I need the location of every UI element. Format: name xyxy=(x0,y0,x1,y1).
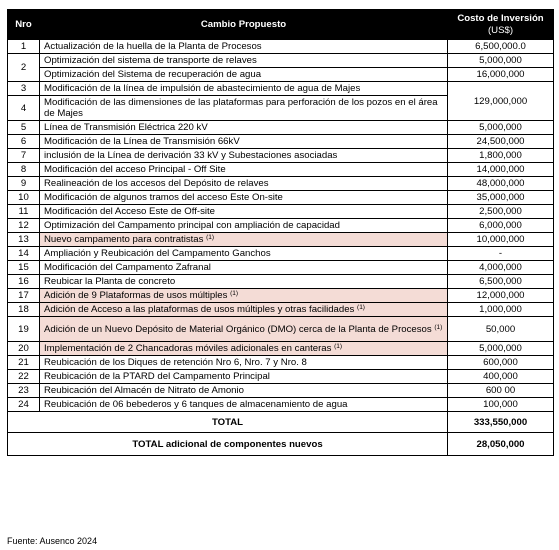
row-description xyxy=(40,121,448,135)
row-number: 4 xyxy=(8,96,40,121)
row-value: 100,000 xyxy=(448,398,554,412)
row-description-text: Optimización del sistema de transporte de relaves xyxy=(44,55,257,66)
row-description-text: Modificación de la Línea de Transmisión 66kV xyxy=(44,136,240,147)
row-value: 5,000,000 xyxy=(448,54,554,68)
row-value: 24,500,000 xyxy=(448,135,554,149)
row-number: 5 xyxy=(8,121,40,135)
row-description-text: Realineación de los accesos del Depósito de relaves xyxy=(44,178,269,189)
row-value: 12,000,000 xyxy=(448,289,554,303)
row-value: 5,000,000 xyxy=(448,121,554,135)
row-description-text: Adición de un Nuevo Depósito de Material Orgánico (DMO) cerca de la Planta de Procesos xyxy=(44,323,432,335)
row-value: 50,000 xyxy=(448,317,554,342)
footnote-marker: (1) xyxy=(334,343,343,350)
row-value: 2,500,000 xyxy=(448,205,554,219)
row-number: 24 xyxy=(8,398,40,412)
row-description xyxy=(40,370,448,384)
total-adicional-label: TOTAL adicional de componentes nuevos xyxy=(8,433,448,456)
row-number: 2 xyxy=(8,54,40,82)
table-body xyxy=(8,40,554,412)
row-number: 13 xyxy=(8,233,40,247)
total-adicional-value: 28,050,000 xyxy=(448,433,554,456)
table-row xyxy=(8,191,554,205)
table-row xyxy=(8,233,554,247)
row-description xyxy=(40,303,448,317)
header-costo-label: Costo de Inversión xyxy=(457,12,544,24)
table-row xyxy=(8,68,554,82)
table-row xyxy=(8,40,554,54)
row-value: 4,000,000 xyxy=(448,261,554,275)
row-value: 48,000,000 xyxy=(448,177,554,191)
row-description-text: inclusión de la Línea de derivación 33 kV y Subestaciones asociadas xyxy=(44,150,338,161)
row-value: 5,000,000 xyxy=(448,342,554,356)
row-description-text: Reubicación de la PTARD del Campamento Principal xyxy=(44,371,270,382)
row-description-text: Modificación de la línea de impulsión de abastecimiento de agua de Majes xyxy=(44,83,361,94)
row-number: 17 xyxy=(8,289,40,303)
row-value: 6,000,000 xyxy=(448,219,554,233)
row-number: 7 xyxy=(8,149,40,163)
footnote-marker: (1) xyxy=(357,304,365,311)
row-number: 10 xyxy=(8,191,40,205)
table-row xyxy=(8,247,554,261)
row-description-text: Adición de 9 Plataformas de usos múltiples xyxy=(44,290,228,301)
row-value: 35,000,000 xyxy=(448,191,554,205)
row-number: 22 xyxy=(8,370,40,384)
table-row xyxy=(8,54,554,68)
row-description xyxy=(40,205,448,219)
row-description-text: Optimización del Campamento principal con ampliación de capacidad xyxy=(44,220,340,231)
table-row xyxy=(8,398,554,412)
row-description-text: Reubicación del Almacén de Nitrato de Amonio xyxy=(44,385,244,396)
total-value: 333,550,000 xyxy=(448,412,554,433)
row-description xyxy=(40,398,448,412)
row-description xyxy=(40,135,448,149)
table-header xyxy=(8,10,554,40)
row-value: 600 00 xyxy=(448,384,554,398)
table-row xyxy=(8,219,554,233)
table-row xyxy=(8,205,554,219)
table-row xyxy=(8,356,554,370)
row-description xyxy=(40,54,448,68)
row-number: 11 xyxy=(8,205,40,219)
row-description-text: Ampliación y Reubicación del Campamento Ganchos xyxy=(44,248,271,259)
table-row xyxy=(8,121,554,135)
row-description xyxy=(40,177,448,191)
row-value: 10,000,000 xyxy=(448,233,554,247)
row-description-text: Reubicación de 06 bebederos y 6 tanques de almacenamiento de agua xyxy=(44,399,348,410)
row-description xyxy=(40,356,448,370)
table-row xyxy=(8,275,554,289)
row-description xyxy=(40,261,448,275)
table-row xyxy=(8,317,554,342)
row-value: - xyxy=(448,247,554,261)
row-number: 18 xyxy=(8,303,40,317)
table-row xyxy=(8,82,554,96)
footnote-marker: (1) xyxy=(434,323,443,331)
footnote-marker: (1) xyxy=(206,234,215,241)
row-description xyxy=(40,233,448,247)
row-description xyxy=(40,247,448,261)
row-description xyxy=(40,96,448,121)
table-row xyxy=(8,289,554,303)
row-number: 1 xyxy=(8,40,40,54)
row-description xyxy=(40,149,448,163)
source-note: Fuente: Ausenco 2024 xyxy=(7,536,98,546)
row-description-text: Modificación del Campamento Zafranal xyxy=(44,262,211,273)
header-cambio-propuesto: Cambio Propuesto xyxy=(40,10,448,40)
row-description xyxy=(40,40,448,54)
row-number: 15 xyxy=(8,261,40,275)
row-description-text: Optimización del Sistema de recuperación de agua xyxy=(44,69,262,80)
row-value: 6,500,000 xyxy=(448,275,554,289)
row-description-text: Nuevo campamento para contratistas xyxy=(44,234,204,245)
total-row xyxy=(8,412,554,433)
row-number: 20 xyxy=(8,342,40,356)
row-description xyxy=(40,384,448,398)
header-nro: Nro xyxy=(8,10,40,40)
row-value: 14,000,000 xyxy=(448,163,554,177)
row-description-text: Reubicar la Planta de concreto xyxy=(44,276,176,287)
row-number: 23 xyxy=(8,384,40,398)
row-number: 19 xyxy=(8,317,40,342)
table-row xyxy=(8,149,554,163)
footnote-marker: (1) xyxy=(230,290,239,297)
row-number: 12 xyxy=(8,219,40,233)
row-description-text: Línea de Transmisión Eléctrica 220 kV xyxy=(44,122,208,133)
table-row xyxy=(8,163,554,177)
row-number: 9 xyxy=(8,177,40,191)
total-label: TOTAL xyxy=(8,412,448,433)
table-row xyxy=(8,370,554,384)
row-value: 400,000 xyxy=(448,370,554,384)
row-description xyxy=(40,82,448,96)
row-number: 8 xyxy=(8,163,40,177)
row-description xyxy=(40,317,448,342)
row-description xyxy=(40,68,448,82)
row-number: 14 xyxy=(8,247,40,261)
table-row xyxy=(8,261,554,275)
table-row xyxy=(8,303,554,317)
row-number: 3 xyxy=(8,82,40,96)
row-number: 16 xyxy=(8,275,40,289)
total-adicional-row xyxy=(8,433,554,456)
table-row xyxy=(8,177,554,191)
row-value: 16,000,000 xyxy=(448,68,554,82)
row-number: 21 xyxy=(8,356,40,370)
table-row xyxy=(8,342,554,356)
investment-table xyxy=(7,9,554,456)
row-description-text: Modificación de algunos tramos del acceso Este On-site xyxy=(44,192,283,203)
table-row xyxy=(8,135,554,149)
row-description-text: Modificación de las dimensiones de las plataformas para perforación de los pozos en el área de Majes xyxy=(44,97,438,119)
row-description-text: Actualización de la huella de la Planta de Procesos xyxy=(44,41,262,52)
header-costo-inversion xyxy=(448,10,554,40)
row-description-text: Reubicación de los Diques de retención Nro 6, Nro. 7 y Nro. 8 xyxy=(44,357,307,368)
row-description xyxy=(40,163,448,177)
row-description xyxy=(40,219,448,233)
row-description xyxy=(40,342,448,356)
row-description xyxy=(40,289,448,303)
row-value: 600,000 xyxy=(448,356,554,370)
row-description-text: Implementación de 2 Chancadoras móviles adicionales en canteras xyxy=(44,343,332,354)
row-description xyxy=(40,275,448,289)
row-value: 1,000,000 xyxy=(448,303,554,317)
row-description-text: Modificación del Acceso Este de Off-site xyxy=(44,206,215,217)
row-value: 1,800,000 xyxy=(448,149,554,163)
row-value: 6,500,000.0 xyxy=(448,40,554,54)
row-description-text: Modificación del acceso Principal - Off Site xyxy=(44,164,226,175)
header-costo-unit: (US$) xyxy=(487,24,514,36)
row-description-text: Adición de Acceso a las plataformas de usos múltiples y otras facilidades xyxy=(44,304,355,315)
row-description xyxy=(40,191,448,205)
row-number: 6 xyxy=(8,135,40,149)
row-value: 129,000,000 xyxy=(448,82,554,121)
table-row xyxy=(8,384,554,398)
